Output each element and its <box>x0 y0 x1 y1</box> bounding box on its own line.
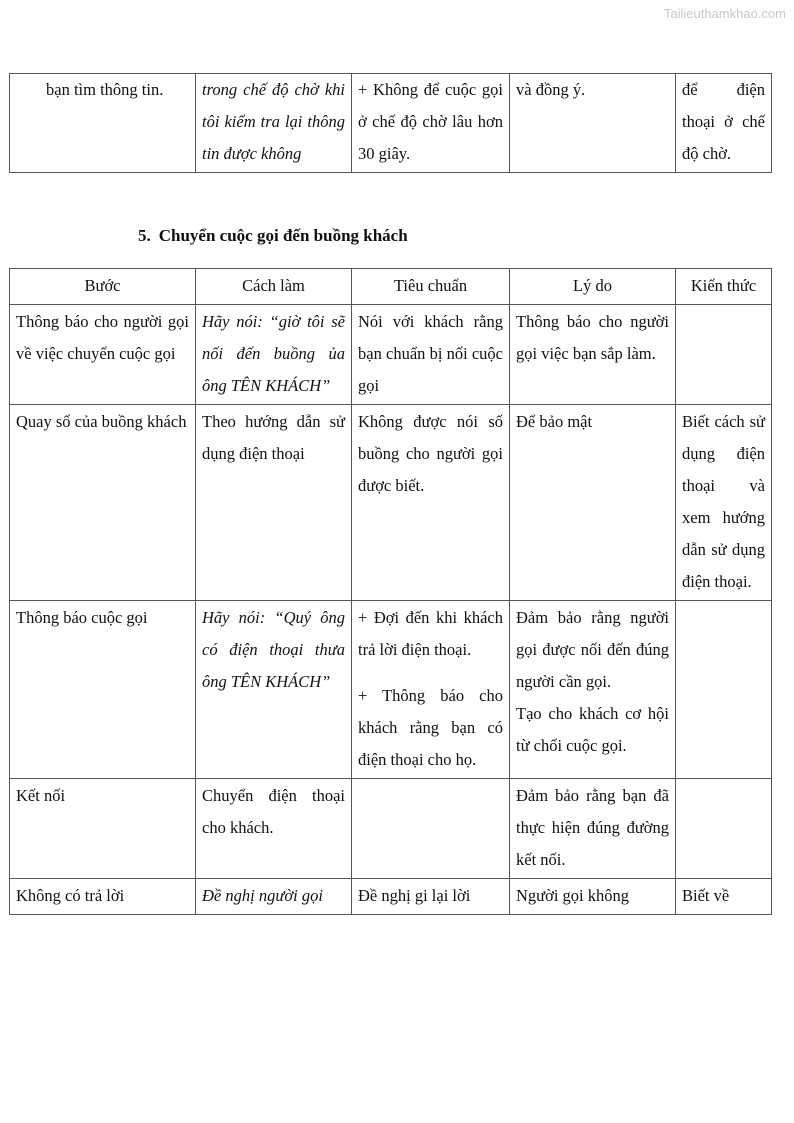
header-method: Cách làm <box>196 269 352 305</box>
step-cell: bạn tìm thông tin. <box>10 74 196 173</box>
watermark: Tailieuthamkhao.com <box>663 6 786 21</box>
standard-line: + Đợi đến khi khách trả lời điện thoại. <box>358 608 503 659</box>
method-cell: Chuyển điện thoại cho khách. <box>196 779 352 879</box>
reason-cell: Người gọi không <box>510 879 676 915</box>
table-row <box>10 405 772 601</box>
method-cell: Theo hướng dẫn sử dụng điện thoại <box>196 405 352 601</box>
knowledge-cell <box>676 601 772 779</box>
step-cell: Quay số của buồng khách <box>10 405 196 601</box>
table-row <box>10 601 772 779</box>
standard-cell: Không được nói số buồng cho người gọi được biết. <box>352 405 510 601</box>
knowledge-cell: để điện thoại ở chế độ chờ. <box>676 74 772 173</box>
standard-cell: Đề nghị gi lại lời <box>352 879 510 915</box>
header-step: Bước <box>10 269 196 305</box>
table-row <box>10 879 772 915</box>
step-cell: Kết nối <box>10 779 196 879</box>
knowledge-cell <box>676 305 772 405</box>
table-row <box>10 779 772 879</box>
step-cell: Không có trả lời <box>10 879 196 915</box>
step-cell: Thông báo cuộc gọi <box>10 601 196 779</box>
standard-cell: Nói với khách rằng bạn chuẩn bị nối cuộc gọi <box>352 305 510 405</box>
reason-cell: và đồng ý. <box>510 74 676 173</box>
table-row <box>10 74 772 173</box>
standard-cell <box>352 779 510 879</box>
reason-cell <box>510 601 676 779</box>
method-cell: trong chế độ chờ khi tôi kiểm tra lại thông tin được không <box>196 74 352 173</box>
header-knowledge: Kiến thức <box>676 269 772 305</box>
procedure-table <box>9 268 772 915</box>
reason-line: Tạo cho khách cơ hội từ chối cuộc gọi. <box>516 704 669 755</box>
header-standard: Tiêu chuẩn <box>352 269 510 305</box>
table-row <box>10 305 772 405</box>
step-cell: Thông báo cho người gọi về việc chuyển cuộc gọi <box>10 305 196 405</box>
standard-line: + Thông báo cho khách rằng bạn có điện thoại cho họ. <box>358 686 503 769</box>
section-heading <box>138 226 416 246</box>
method-cell: Hãy nói: “giờ tôi sẽ nối đến buồng ủa ông TÊN KHÁCH” <box>196 305 352 405</box>
reason-cell: Thông báo cho người gọi việc bạn sắp làm. <box>510 305 676 405</box>
reason-cell: Đảm bảo rằng bạn đã thực hiện đúng đường kết nối. <box>510 779 676 879</box>
spacer <box>358 666 503 680</box>
section-number: 5. <box>138 226 151 245</box>
section-title: Chuyển cuộc gọi đến buồng khách <box>158 226 408 245</box>
method-cell: Đề nghị người gọi <box>196 879 352 915</box>
knowledge-cell: Biết cách sử dụng điện thoại và xem hướng dẫn sử dụng điện thoại. <box>676 405 772 601</box>
continued-table <box>9 73 772 173</box>
reason-cell: Để bảo mật <box>510 405 676 601</box>
standard-cell: + Không để cuộc gọi ở chế độ chờ lâu hơn 30 giây. <box>352 74 510 173</box>
header-reason: Lý do <box>510 269 676 305</box>
method-cell: Hãy nói: “Quý ông có điện thoại thưa ông TÊN KHÁCH” <box>196 601 352 779</box>
standard-cell <box>352 601 510 779</box>
header-row <box>10 269 772 305</box>
reason-line: Đảm bảo rằng người gọi được nối đến đúng người cần gọi. <box>516 608 669 691</box>
knowledge-cell <box>676 779 772 879</box>
knowledge-cell: Biết về <box>676 879 772 915</box>
